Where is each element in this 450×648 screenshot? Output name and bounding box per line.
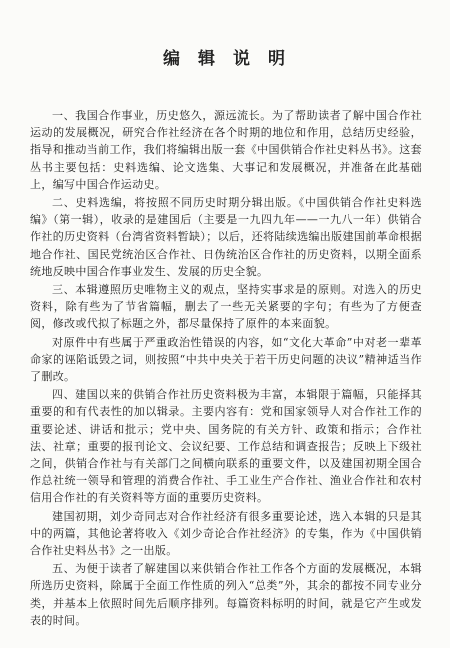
page-title: 编辑说明 [163, 49, 303, 69]
paragraph-3: 三、本辑遵照历史唯物主义的观点，坚持实事求是的原则。对选入的历史资料，除有些为了节省篇幅，删去了一些无关紧要的字句；有些为了方便查阅，修改或代拟了标题之外，都尽量保持了原件的本来面貌。 [30, 283, 422, 331]
paragraph-5: 四、建国以来的供销合作社历史资料极为丰富，本辑限于篇幅，只能择其重要的和有代表性的加以辑录。主要内容有：党和国家领导人对合作社工作的重要论述、讲话和批示；党中央、国务院的有关方针、政策和指示；合作社法、社章；重要的报刊论文、会议纪要、工作总结和调查报告；反映上下级社之间，供销合作社与有关部门之间横向联系的重要文件，以及建国初期全国合作总社统一领导和管理的消费合作社、手工业生产合作社、渔业合作社和农村信用合作社的有关资料等方面的重要历史资料。 [30, 388, 422, 505]
paragraph-7: 五、为便于读者了解建国以来供销合作社工作各个方面的发展概况，本辑所选历史资料，除属于全面工作性质的列入“总类”外，其余的都按不同专业分类，并基本上依照时间先后顺序排列。每篇资料标明的时间，就是它产生或发表的时间。 [30, 562, 422, 627]
paragraph-2: 二、史料选编，将按照不同历史时期分辑出版。《中国供销合作社史料选编》（第一辑），收录的是建国后（主要是一九四九年——一九八一年）供销合作社的历史资料（台湾省资料暂缺）；以后，还将陆续选编出版建国前革命根据地合作社、国民党统治区合作社、日伪统治区合作社的历史资料，以期全面系统地反映中国合作事业发生、发展的历史全貌。 [30, 196, 422, 278]
paragraph-4: 对原件中有些属于严重政治性错误的内容，如“文化大革命”中对老一辈革命家的诬陷诋毁之词，则按照“中共中央关于若干历史问题的决议”精神适当作了删改。 [30, 335, 422, 384]
paragraph-6: 建国初期，刘少奇同志对合作社经济有很多重要论述，选入本辑的只是其中的两篇，其他论著将收入《刘少奇论合作社经济》的专集，作为《中国供销合作社史料丛书》之一出版。 [30, 509, 422, 558]
paragraph-1: 一、我国合作事业，历史悠久，源远流长。为了帮助读者了解中国合作社运动的发展概况，研究合作社经济在各个时期的地位和作用，总结历史经验，指导和推动当前工作，我们将编辑出版一套《中国供销合作社史料丛书》。这套丛书主要包括：史料选编、论文选集、大事记和发展概况，并准备在此基础上，编写中国合作运动史。 [30, 109, 422, 191]
body-text [30, 107, 422, 629]
